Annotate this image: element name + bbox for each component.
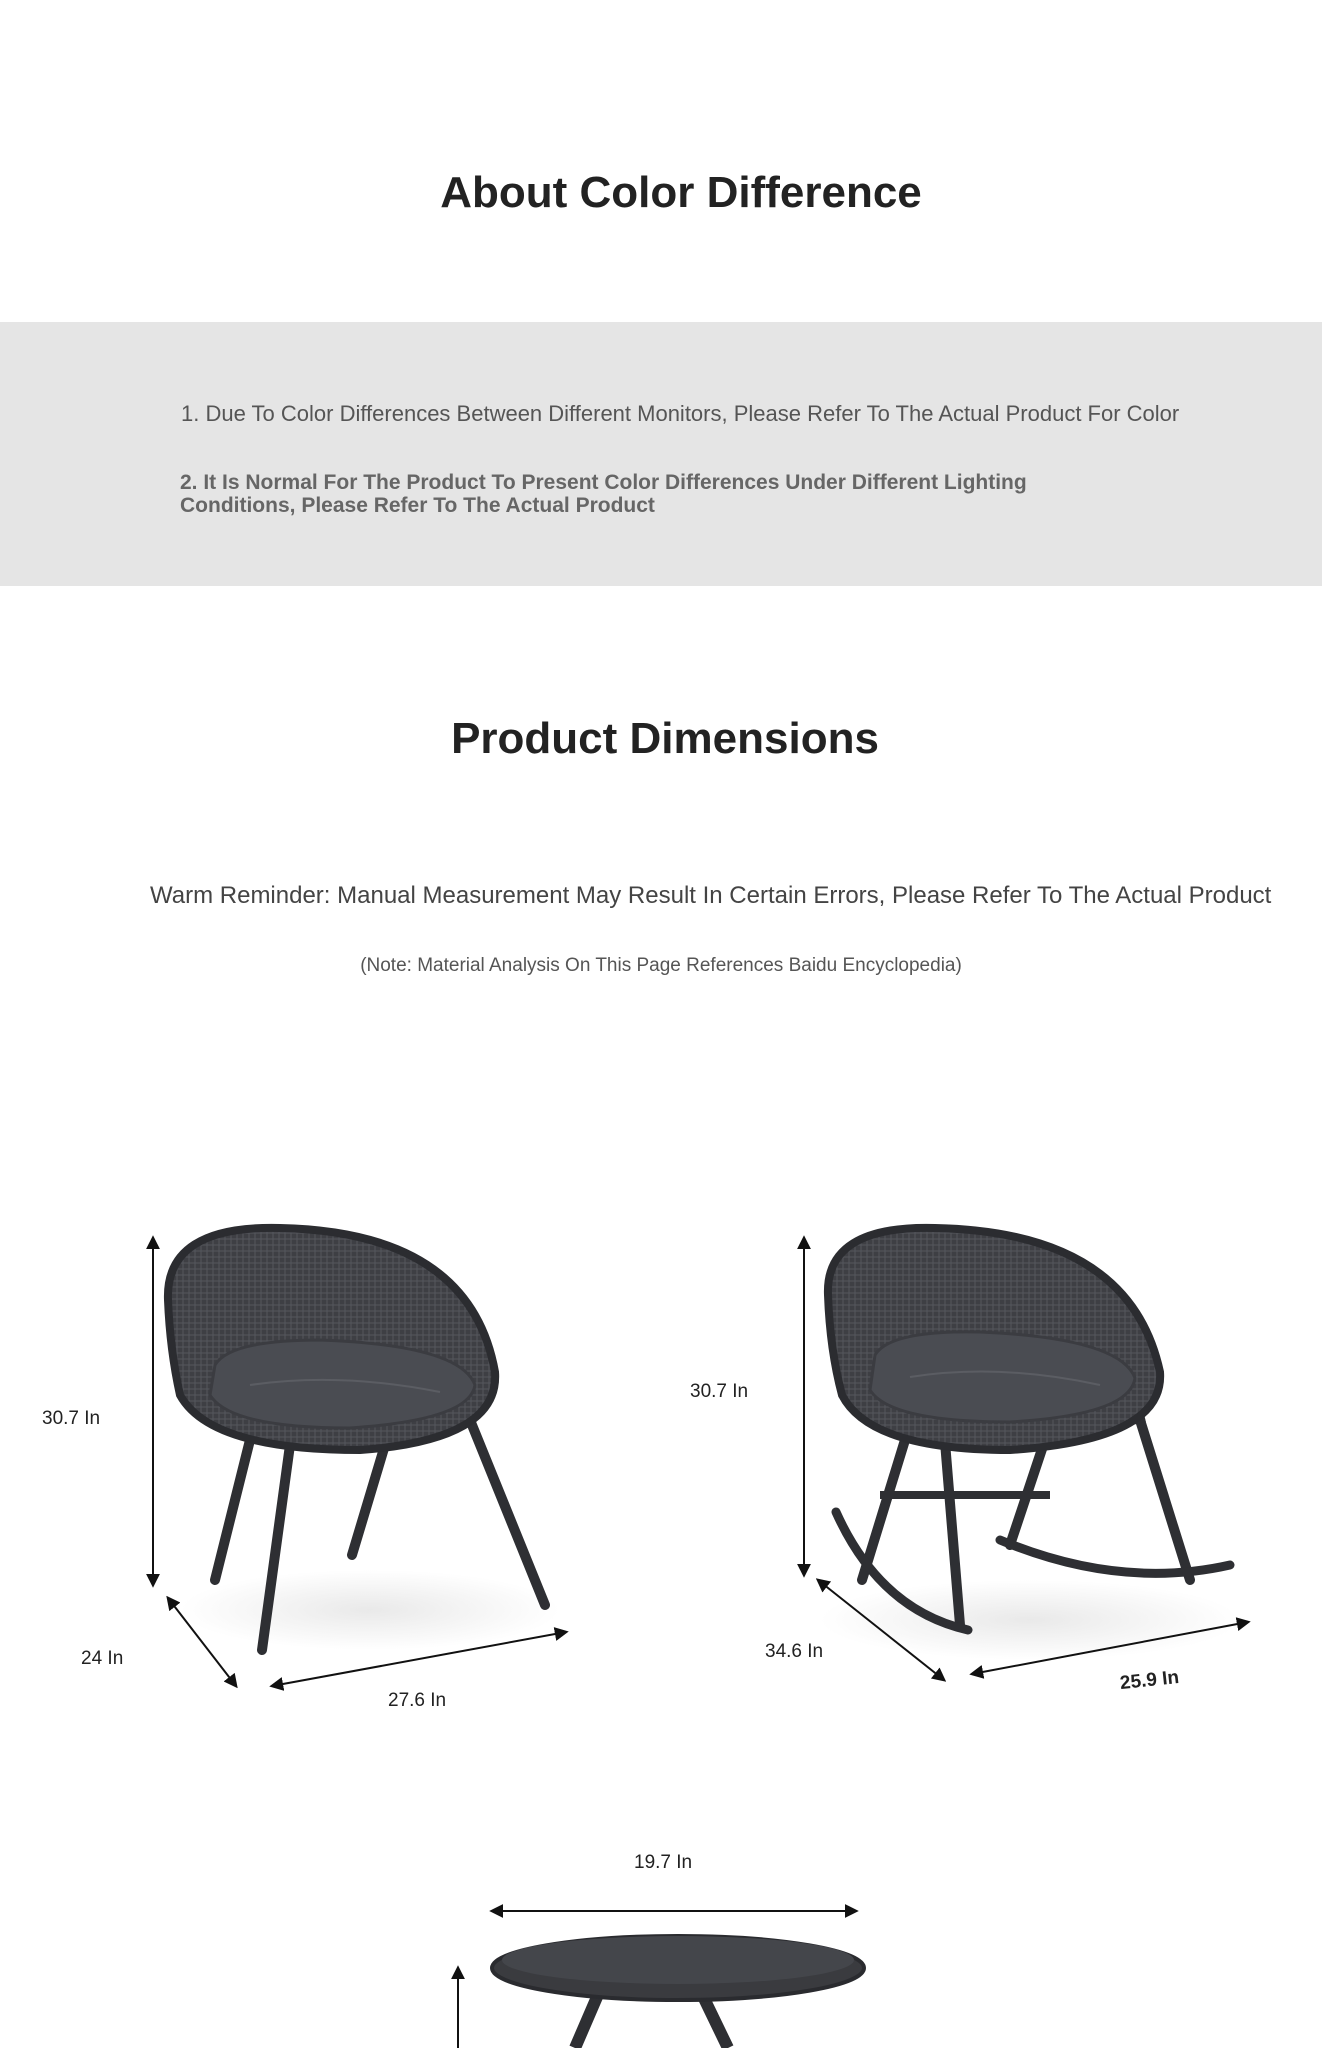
chair-height-label: 30.7 In — [42, 1408, 101, 1429]
rocking-chair-image — [820, 1228, 1240, 1660]
color-difference-title: About Color Difference — [440, 168, 922, 217]
table-image — [458, 1911, 864, 2048]
rocking-chair-depth-label: 34.6 In — [765, 1641, 824, 1662]
product-dimensions-title: Product Dimensions — [451, 714, 879, 763]
table-diameter-label: 19.7 In — [634, 1852, 693, 1873]
chair-image — [168, 1228, 560, 1650]
rocking-chair-height-label: 30.7 In — [690, 1381, 749, 1402]
color-note-2: 2. It Is Normal For The Product To Present Color Differences Under Different Lighting Conditions, Please Refer To The Actual Product — [180, 471, 1027, 517]
material-note: (Note: Material Analysis On This Page References Baidu Encyclopedia) — [360, 955, 962, 976]
warm-reminder: Warm Reminder: Manual Measurement May Result In Certain Errors, Please Refer To The Actual Product — [150, 882, 1272, 909]
chair-depth-label: 24 In — [81, 1648, 124, 1669]
chair-width-label: 27.6 In — [388, 1690, 447, 1711]
rocking-chair-width-label: 25.9 In — [1119, 1666, 1181, 1695]
color-note-1: 1. Due To Color Differences Between Different Monitors, Please Refer To The Actual Product For Color — [181, 401, 1180, 426]
